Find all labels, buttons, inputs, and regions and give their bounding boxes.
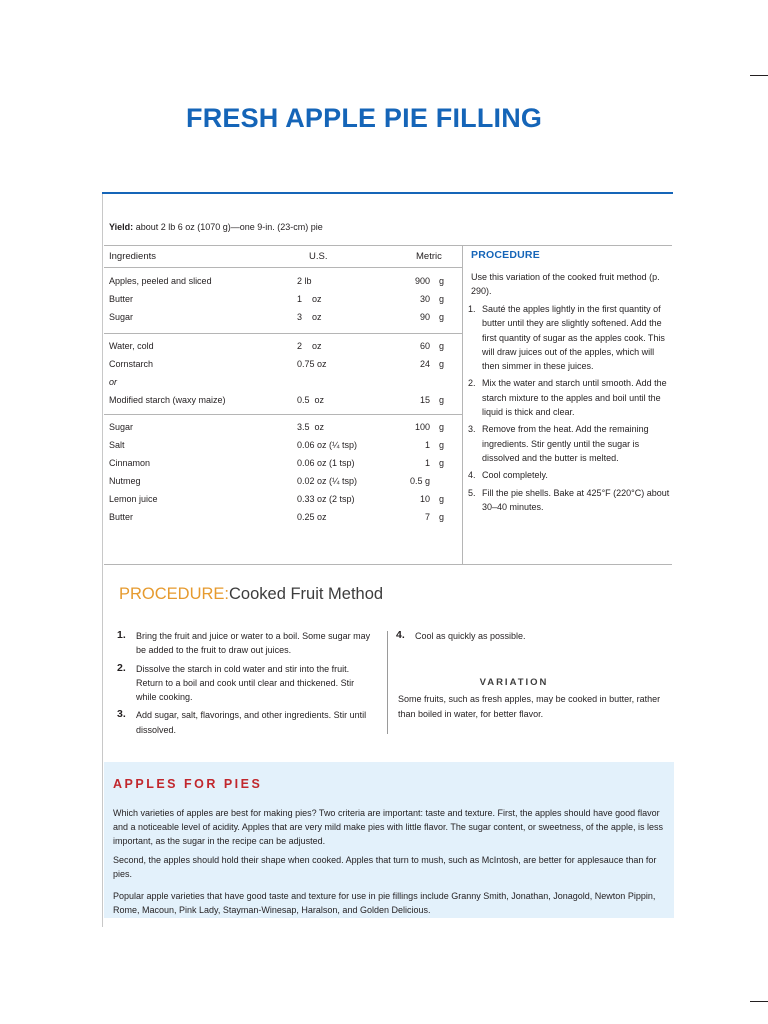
ingredient-row bbox=[109, 512, 454, 526]
ingredient-row bbox=[109, 458, 454, 472]
ingredient-name: Modified starch (waxy maize) bbox=[109, 395, 226, 405]
procedure-step-number: 2. bbox=[468, 378, 476, 389]
ingredient-row bbox=[109, 395, 454, 409]
group-rule-1 bbox=[104, 333, 462, 334]
apples-paragraph-3: Popular apple varieties that have good taste and texture for use in pie fillings include Granny Smith, Jonathan, Jonagold, Newton Pippin, Rome, Macoun, Pink Lady, Stayman-Winesap, Haralson, and Golden Delicious. bbox=[113, 891, 656, 915]
procedure-steps bbox=[468, 302, 672, 517]
procedure-step-number: 1. bbox=[468, 304, 476, 314]
procedure-step-number: 3. bbox=[468, 424, 476, 435]
ingredient-metric: 24 bbox=[419, 359, 430, 369]
cooked-fruit-steps-right bbox=[396, 629, 668, 647]
ingredient-row bbox=[109, 494, 454, 508]
procedure-step-text: Cool completely. bbox=[482, 470, 548, 481]
ingredient-unit: g bbox=[439, 494, 445, 504]
ingredient-name: Butter bbox=[109, 294, 134, 304]
ingredient-us: 2 oz bbox=[297, 341, 322, 351]
ingredient-metric: 1 bbox=[424, 458, 430, 468]
procedure-step bbox=[468, 376, 672, 419]
ingredient-metric: 60 bbox=[419, 341, 430, 351]
col-head-us: U.S. bbox=[309, 251, 328, 262]
table-top-rule bbox=[104, 245, 672, 246]
procedure-step bbox=[468, 302, 672, 373]
procedure-step-text: Mix the water and starch until smooth. Add the starch mixture to the apples and boil until the liquid is thick and clear. bbox=[482, 378, 667, 418]
procedure-step-text: Fill the pie shells. Bake at 425°F (220°C) about 30–40 minutes. bbox=[482, 487, 670, 512]
ingredient-row bbox=[109, 341, 454, 355]
col-head-metric: Metric bbox=[416, 251, 442, 262]
ingredient-metric: 90 bbox=[419, 312, 430, 322]
ingredient-unit: g bbox=[439, 422, 445, 432]
title-underline bbox=[102, 192, 673, 194]
header-rule bbox=[104, 267, 462, 268]
yield-line bbox=[109, 222, 323, 232]
cooked-fruit-method-title bbox=[119, 585, 383, 604]
cooked-fruit-step-text: Dissolve the starch in cold water and stir into the fruit. Return to a boil and cook until clear and thickened. Stir while cooking. bbox=[136, 663, 355, 703]
procedure-step bbox=[468, 468, 672, 482]
ingredient-us: 2 lb bbox=[297, 276, 312, 286]
cooked-fruit-step bbox=[117, 708, 377, 737]
ingredient-row bbox=[109, 377, 454, 391]
ingredient-us: 0.02 oz (¼ tsp) bbox=[297, 476, 358, 486]
procedure-step bbox=[468, 422, 672, 465]
procedure-step-text: Sauté the apples lightly in the first quantity of butter until they are slightly softened. Add the first quantity of sugar as the apples cook. This will draw juices out of the apples, which will then simmer in these juices. bbox=[482, 304, 665, 372]
ingredient-name: Water, cold bbox=[109, 341, 154, 351]
ingredient-name: Sugar bbox=[109, 312, 134, 322]
cooked-fruit-divider bbox=[387, 631, 388, 734]
ingredient-metric: 10 bbox=[419, 494, 430, 504]
ingredient-unit: g bbox=[439, 440, 445, 450]
ingredient-unit: g bbox=[439, 359, 445, 369]
ingredient-name: Salt bbox=[109, 440, 125, 450]
procedure-step-number: 5. bbox=[468, 487, 476, 498]
cooked-fruit-step-number: 1. bbox=[117, 629, 126, 641]
recipe-title: FRESH APPLE PIE FILLING bbox=[186, 103, 543, 133]
ingredient-name: Apples, peeled and sliced bbox=[109, 276, 212, 286]
cooked-fruit-step bbox=[117, 629, 377, 658]
procedure-step-number: 4. bbox=[468, 470, 476, 481]
ingredient-unit: g bbox=[439, 276, 445, 286]
ingredient-metric: 0.5 g bbox=[409, 476, 430, 486]
ingredient-row bbox=[109, 294, 454, 308]
cooked-fruit-step-number: 4. bbox=[396, 629, 405, 641]
ingredient-us: 0.33 oz (2 tsp) bbox=[297, 494, 355, 504]
ingredient-row bbox=[109, 476, 454, 490]
ingredient-name: Sugar bbox=[109, 422, 134, 432]
ingredient-metric: 900 bbox=[414, 276, 430, 286]
procedure-step bbox=[468, 486, 672, 515]
ingredient-name: Lemon juice bbox=[109, 494, 158, 504]
ingredient-row bbox=[109, 276, 454, 290]
ingredient-row bbox=[109, 440, 454, 454]
apples-paragraph-2: Second, the apples should hold their shape when cooked. Apples that turn to mush, such as McIntosh, are better for applesauce than for pies. bbox=[113, 855, 657, 879]
ingredient-metric: 100 bbox=[414, 422, 430, 432]
ingredient-row bbox=[109, 422, 454, 436]
cooked-fruit-step-text: Cool as quickly as possible. bbox=[415, 631, 526, 641]
ingredient-name: Butter bbox=[109, 512, 134, 522]
yield-text: about 2 lb 6 oz (1070 g)—one 9-in. (23-cm) pie bbox=[135, 222, 323, 232]
ingredient-us: 0.06 oz (¼ tsp) bbox=[297, 440, 358, 450]
left-margin-rule bbox=[102, 194, 103, 927]
ingredient-row bbox=[109, 312, 454, 326]
cooked-fruit-steps-left bbox=[117, 629, 377, 741]
ingredient-us: 0.06 oz (1 tsp) bbox=[297, 458, 355, 468]
procedure-divider bbox=[462, 246, 463, 564]
ingredient-name: Cornstarch bbox=[109, 359, 154, 369]
ingredient-unit: g bbox=[439, 512, 445, 522]
ingredient-us: 0.25 oz bbox=[297, 512, 327, 522]
variation-text: Some fruits, such as fresh apples, may be cooked in butter, rather than boiled in water, for better flavor. bbox=[398, 694, 661, 719]
ingredient-unit: g bbox=[439, 312, 445, 322]
ingredient-us: 1 oz bbox=[297, 294, 322, 304]
ingredient-us: 3.5 oz bbox=[297, 422, 325, 432]
cooked-fruit-label-prefix: PROCEDURE: bbox=[119, 585, 230, 603]
procedure-intro: Use this variation of the cooked fruit method (p. 290). bbox=[471, 272, 660, 296]
ingredient-unit: g bbox=[439, 458, 445, 468]
procedure-step-text: Remove from the heat. Add the remaining ingredients. Stir gently until the sugar is dissolved and the butter is melted. bbox=[482, 424, 649, 463]
ingredient-metric: 30 bbox=[419, 294, 430, 304]
crop-mark-bottom bbox=[750, 1001, 768, 1002]
cooked-fruit-step-text: Bring the fruit and juice or water to a boil. Some sugar may be added to the fruit to draw out juices. bbox=[136, 631, 371, 656]
procedure-heading: PROCEDURE bbox=[471, 249, 540, 261]
ingredient-us: 3 oz bbox=[297, 312, 322, 322]
col-head-ingredients: Ingredients bbox=[109, 251, 157, 262]
crop-mark-top bbox=[750, 75, 768, 76]
apples-for-pies-heading: APPLES FOR PIES bbox=[113, 777, 263, 791]
ingredient-row bbox=[109, 359, 454, 373]
ingredient-metric: 7 bbox=[424, 512, 430, 522]
ingredient-metric: 1 bbox=[424, 440, 430, 450]
ingredient-us: 0.5 oz bbox=[297, 395, 325, 405]
cooked-fruit-step-text: Add sugar, salt, flavorings, and other ingredients. Stir until dissolved. bbox=[136, 710, 367, 735]
cooked-fruit-step-number: 2. bbox=[117, 661, 126, 674]
ingredient-us: 0.75 oz bbox=[297, 359, 327, 369]
ingredient-name: Nutmeg bbox=[109, 476, 141, 486]
ingredient-unit: g bbox=[439, 294, 445, 304]
ingredient-name: Cinnamon bbox=[109, 458, 151, 468]
yield-label: Yield: bbox=[109, 222, 134, 232]
ingredient-name: or bbox=[109, 377, 118, 387]
group-rule-2 bbox=[104, 414, 462, 415]
ingredient-metric: 15 bbox=[419, 395, 430, 405]
cooked-fruit-label-suffix: Cooked Fruit Method bbox=[229, 585, 384, 603]
variation-heading: VARIATION bbox=[479, 677, 549, 688]
cooked-fruit-step bbox=[396, 629, 668, 643]
cooked-fruit-step bbox=[117, 662, 377, 705]
ingredient-unit: g bbox=[439, 341, 445, 351]
ingredient-unit: g bbox=[439, 395, 445, 405]
table-bottom-rule bbox=[104, 564, 672, 565]
apples-paragraph-1: Which varieties of apples are best for making pies? Two criteria are important: taste and texture. First, the apples should have good flavor and a noticeable level of acidity. Apples that are very mild make pies with little flavor. The sugar content, or sweetness, of the apple, is less important, as the sugar in the recipe can be adjusted. bbox=[113, 808, 663, 846]
cooked-fruit-step-number: 3. bbox=[117, 708, 126, 721]
